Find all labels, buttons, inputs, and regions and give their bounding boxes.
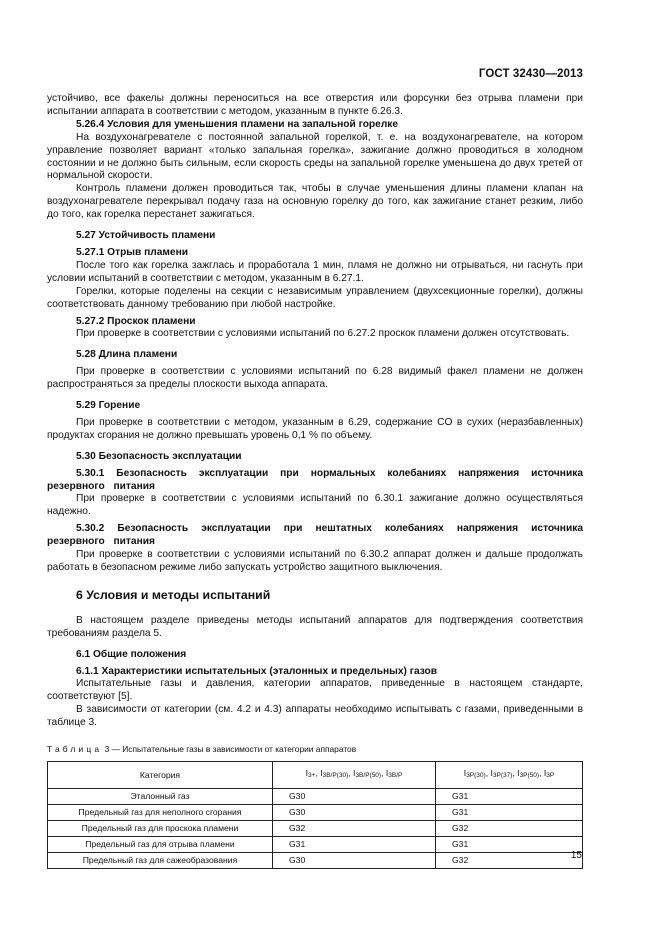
paragraph: При проверке в соответствии с условиями испытаний по 6.27.2 проскок пламени должен отсутствовать. bbox=[76, 328, 570, 340]
heading-5-30-2: 5.30.2 Безопасность эксплуатации при нештатных колебаниях напряжения источника резервного питания bbox=[47, 523, 583, 548]
paragraph: При проверке в соответствии с условиями испытаний по 6.30.2 аппарат должен и дальше продолжать работать в безопасном режиме либо запускать устройство защитного выключения. bbox=[47, 549, 583, 573]
paragraph: После того как горелка зажглась и проработала 1 мин, пламя не должно ни отрываться, ни гаснуть при условии испытаний в соответствии с методом, указанным в 6.27.1. bbox=[47, 259, 583, 284]
table-caption bbox=[47, 743, 583, 756]
subscript: 3P bbox=[546, 772, 555, 780]
cell-category: Предельный газ для проскока пламени bbox=[48, 820, 273, 836]
cell-gas-group-p: G31 bbox=[436, 788, 583, 804]
subscript: 3B/P bbox=[388, 772, 403, 780]
paragraph: Горелки, которые поделены на секции с независимым управлением (двухсекционные горелки), должны соответствовать данному требованию при любой настройке. bbox=[47, 285, 583, 310]
page-number: 15 bbox=[570, 850, 582, 861]
cell-category: Эталонный газ bbox=[48, 788, 273, 804]
paragraph: В настоящем разделе приведены методы испытаний аппаратов для подтверждения соответствия требованиям раздела 5. bbox=[47, 614, 583, 639]
heading-5-27: 5.27 Устойчивость пламени bbox=[76, 230, 216, 242]
paragraph: При проверке в соответствии с условиями испытаний по 6.28 видимый факел пламени не должен распространяться за пределы плоскости выхода аппарата. bbox=[47, 366, 583, 391]
table-caption-text: 3 — Испытательные газы в зависимости от категории аппаратов bbox=[104, 744, 357, 755]
cell-gas-group-b: G30 bbox=[273, 804, 436, 820]
header-text: I bbox=[305, 768, 309, 779]
heading-6-1-1: 6.1.1 Характеристики испытательных (эталонных и предельных) газов bbox=[76, 665, 438, 677]
table-row bbox=[48, 804, 583, 820]
table-row bbox=[48, 820, 583, 836]
cell-category: Предельный газ для сажеобразования bbox=[48, 852, 273, 868]
heading-5-28: 5.28 Длина пламени bbox=[76, 349, 178, 361]
table-caption-word: Таблица bbox=[47, 744, 103, 755]
header-text: , I bbox=[485, 768, 493, 779]
table-row bbox=[48, 836, 583, 852]
heading-5-26-4: 5.26.4 Условия для уменьшения пламени на запальной горелке bbox=[76, 118, 399, 130]
gas-table bbox=[47, 761, 583, 869]
subscript: 3P(37) bbox=[492, 772, 513, 780]
header-text: , I bbox=[315, 768, 323, 779]
cell-gas-group-p: G31 bbox=[436, 804, 583, 820]
header-text: , I bbox=[348, 768, 356, 779]
standard-header: ГОСТ 32430—2013 bbox=[478, 68, 583, 80]
table-row bbox=[48, 788, 583, 804]
heading-5-27-1: 5.27.1 Отрыв пламени bbox=[76, 246, 188, 258]
header-text: I bbox=[463, 768, 467, 779]
cell-gas-group-p: G31 bbox=[436, 836, 583, 852]
column-header-category: Категория bbox=[48, 761, 273, 788]
heading-5-30: 5.30 Безопасность эксплуатации bbox=[76, 450, 242, 462]
cell-gas-group-b: G30 bbox=[273, 852, 436, 868]
subscript: 3+ bbox=[308, 772, 316, 780]
table-header-row bbox=[48, 761, 583, 788]
heading-6-1: 6.1 Общие положения bbox=[76, 648, 187, 660]
subscript: 3B/P(50) bbox=[355, 772, 382, 780]
cell-gas-group-b: G31 bbox=[273, 836, 436, 852]
heading-5-27-2: 5.27.2 Проскок пламени bbox=[76, 315, 196, 327]
column-header-group-p bbox=[436, 761, 583, 788]
subscript: 3P(30) bbox=[466, 772, 486, 780]
cell-gas-group-p: G32 bbox=[436, 852, 583, 868]
subscript: 3B/P(30) bbox=[322, 772, 349, 780]
cell-category: Предельный газ для неполного сгорания bbox=[48, 804, 273, 820]
section-6-title: 6 Условия и методы испытаний bbox=[76, 587, 271, 602]
paragraph: При проверке в соответствии с условиями испытаний по 6.30.1 зажигание должно осуществляться надежно. bbox=[47, 493, 583, 518]
column-header-group-b bbox=[273, 761, 436, 788]
page-body bbox=[47, 93, 583, 869]
paragraph: В зависимости от категории (см. 4.2 и 4.3) аппараты необходимо испытывать с газами, приведенными в таблице 3. bbox=[47, 704, 583, 729]
header-text: , I bbox=[539, 768, 547, 779]
paragraph: При проверке в соответствии с методом, указанным в 6.29, содержание CO в сухих (неразбавленных) продуктах сгорания не должно превышать уровень 0,1 % по объему. bbox=[47, 416, 583, 441]
paragraph: Контроль пламени должен проводиться так, чтобы в случае уменьшения длины пламени клапан на воздухонагревателе перекрывал подачу газа на основную горелку до того, как зажигание станет резким, либо до того, как горелка перестанет зажигаться. bbox=[47, 183, 583, 221]
header-text: , I bbox=[381, 768, 389, 779]
cell-gas-group-b: G32 bbox=[273, 820, 436, 836]
subscript: 3P(50) bbox=[519, 772, 540, 780]
cell-category: Предельный газ для отрыва пламени bbox=[48, 836, 273, 852]
cell-gas-group-b: G30 bbox=[273, 788, 436, 804]
heading-5-30-1: 5.30.1 Безопасность эксплуатации при нормальных колебаниях напряжения источника резервного питания bbox=[47, 467, 583, 492]
header-text: , I bbox=[512, 768, 520, 779]
paragraph: На воздухонагревателе с постоянной запальной горелкой, т. е. на воздухонагревателе, на котором управление позволяет вариант «только запальная горелка», зажигание должно проводиться в холодном состоянии и не должно быть сильным, если скорость среды на запальной горелке уменьшена до двух третей от нормальной скорости. bbox=[47, 131, 583, 182]
paragraph: устойчиво, все факелы должны переноситься на все отверстия или форсунки без отрыва пламени при испытании аппарата в соответствии с методом, указанным в пункте 6.26.3. bbox=[47, 93, 583, 117]
paragraph: Испытательные газы и давления, категории аппаратов, приведенные в настоящем стандарте, соответствуют [5]. bbox=[47, 678, 583, 703]
heading-5-29: 5.29 Горение bbox=[76, 400, 141, 412]
cell-gas-group-p: G32 bbox=[436, 820, 583, 836]
table-row bbox=[48, 852, 583, 868]
